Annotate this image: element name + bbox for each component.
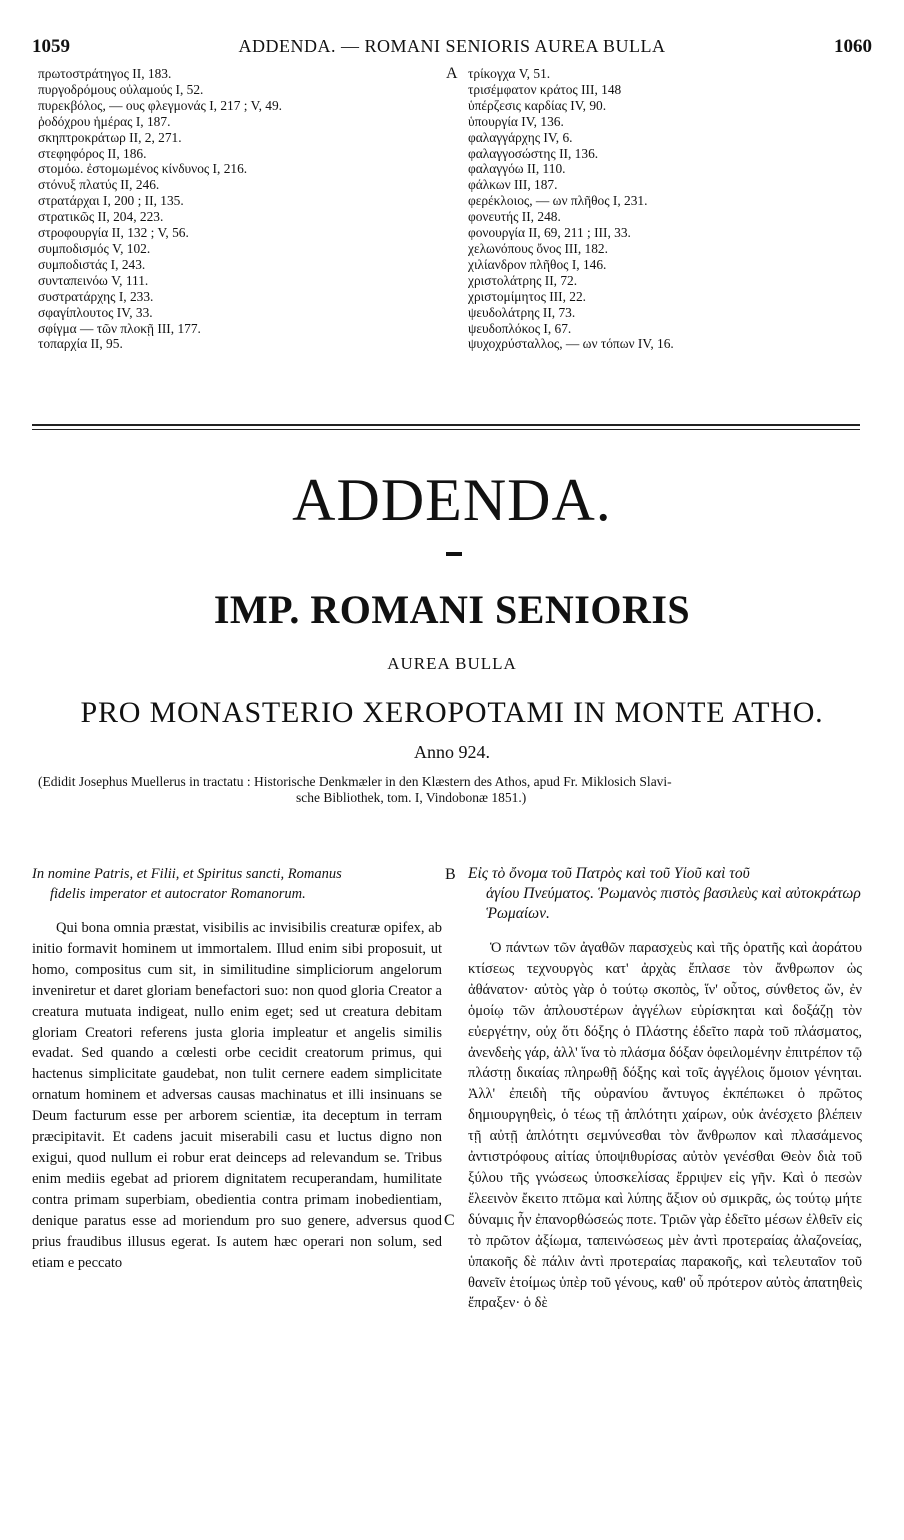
edition-note — [38, 774, 862, 806]
index-entry: ψυχοχρύσταλλος, — ων τόπων IV, 16. — [468, 336, 674, 352]
index-entry: στόνυξ πλατύς II, 246. — [38, 177, 160, 193]
index-entry: συστρατάρχης I, 233. — [38, 288, 154, 304]
index-entry: φονευτής II, 248. — [468, 209, 561, 225]
index-entry: ὑπουργία IV, 136. — [468, 113, 564, 129]
index-entry: χελωνόπους ὄνος III, 182. — [468, 240, 608, 256]
index-entry: σκηπτροκράτωρ II, 2, 271. — [38, 129, 182, 145]
index-entry: συνταπεινόω V, 111. — [38, 272, 149, 288]
index-entry: συμποδιστάς I, 243. — [38, 256, 146, 272]
latin-invocation-line-2: fidelis imperator et autocrator Romanorum. — [50, 886, 306, 902]
index-entry: ψευδολάτρης II, 73. — [468, 304, 576, 320]
index-entry: φάλκων III, 187. — [468, 177, 558, 193]
index-entry: σφαγίπλουτος IV, 33. — [38, 304, 153, 320]
page-number-right: 1060 — [834, 36, 872, 57]
latin-body-text: Qui bona omnia præstat, visibilis ac invisibilis creaturæ opifex, ab initio formavit hominem ut immortalem. Illud enim sibi proposuit, ut homo, compositus cum sit, in similitudine simpliciorum angelorum inveniretur et daret gloriam benefactori suo: non quod gloria Creator a creatura mutuata indigeat, nullo enim eget; sed ut creatura debitam gloriam Creatori referens justa gloria impleatur et angelis similis evadat. Sed quando a cœlesti orbe cecidit creatorum primus, qui hactenus simplicitate gaudebat, non tulit cernere eadem simplicitate ornatum hominem et adversas causas machinatus et illi insinuans se Deum facturum esse per arborem scientiæ, ita deceptum in terram præcipitavit. Et cadens jacuit miserabili casu et luctus digno non exigui, quod nullum ei robur erat deinceps ad relevandum se. Tribus enim mediis egebat ad priorem dignitatem recuperandam, humilitate contra primam superbiam, obedientia contra primam inobedientiam, denique paratus esse ad moriendum pro suo genere, adversus quod prius fraudibus illusus egerat. Is autem hæc operari non solum, sed etiam e peccato — [32, 920, 442, 1271]
index-entry: στεφηφόρος II, 186. — [38, 145, 147, 161]
index-entry: τρίκογχα V, 51. — [468, 66, 551, 81]
title-separator — [446, 552, 462, 556]
index-column-right — [446, 66, 876, 352]
index-entry: φονουργία II, 69, 211 ; III, 33. — [468, 225, 631, 241]
index-entry: στροφουργία II, 132 ; V, 56. — [38, 225, 189, 241]
index-entry: ῥοδόχρου ἡμέρας I, 187. — [38, 113, 171, 129]
index-entry: πυργοδρόμους οὐλαμούς I, 52. — [38, 81, 204, 97]
index-entry: φαλαγγόω II, 110. — [468, 161, 566, 177]
greek-invocation-line-2: ἁγίου Πνεύματος. Ῥωμανὸς πιστὸς βασιλεὺς καὶ αὐτοκράτωρ Ῥωμαίων. — [486, 885, 861, 922]
index-entry: τοπαρχία II, 95. — [38, 336, 123, 352]
edition-note-line-1: (Edidit Josephus Muellerus in tractatu : Historische Denkmæler in den Klæstern des Athos, apud Fr. Miklosich Slavi- — [38, 774, 672, 789]
margin-marker-b: B — [445, 866, 456, 883]
section-rule — [32, 424, 860, 426]
greek-invocation — [468, 864, 862, 924]
latin-column — [32, 864, 442, 1273]
margin-marker-a: A — [446, 65, 458, 82]
index-entry: φαλαγγάρχης IV, 6. — [468, 129, 573, 145]
edition-note-line-2: sche Bibliothek, tom. I, Vindobonæ 1851.) — [296, 790, 527, 805]
greek-column — [468, 864, 862, 1314]
index-entry: χριστομίμητος III, 22. — [468, 288, 587, 304]
section-rule-thin — [32, 429, 860, 430]
index-entry: φαλαγγοσώστης II, 136. — [468, 145, 599, 161]
index-entry: στρατάρχαι I, 200 ; II, 135. — [38, 193, 184, 209]
index-entry: συμποδισμός V, 102. — [38, 240, 151, 256]
document-subtitle: AUREA BULLA — [387, 654, 517, 673]
margin-marker-c: C — [444, 1212, 455, 1229]
index-entry: πρωτοστράτηγος II, 183. — [38, 66, 172, 81]
running-title: ADDENDA. — ROMANI SENIORIS AUREA BULLA — [238, 36, 666, 56]
page-number-left: 1059 — [32, 36, 70, 57]
index-entry: τρισέμφατον κράτος III, 148 — [468, 81, 622, 97]
index-entry: φερέκλοιος, — ων πλῆθος I, 231. — [468, 193, 648, 209]
latin-invocation-line-1: In nomine Patris, et Filii, et Spiritus sancti, Romanus — [32, 866, 342, 882]
greek-body-text: Ὁ πάντων τῶν ἀγαθῶν παρασχεὺς καὶ τῆς ὁρατῆς καὶ ἀοράτου κτίσεως τεχνουργὸς κατ' ἀρχὰς ἔπλασε τὸν ἄνθρωπον ὡς ἀθάνατον· αὐτὸς γὰρ ὁ τούτῳ σκοπὸς, ἵν' οὗτος, σύνθετος ὤν, ἐν ὁμοίῳ τῶν ἁπλουστέρων ἀγγέλων εὑρίσκηται καὶ δοξάζῃ τὸν εὐεργέτην, οὐχ ὅτι δόξης ὁ Πλάστης ἐδεῖτο παρὰ τοῦ πλάσματος, ἀνενδεὴς γάρ, ἀλλ' ἵνα τὸ πλάσμα δόξαν ὀφειλομένην ἐπιτρέπον τῷ πλάστῃ δικαίας πληρωθῇ δόξης καὶ τοῖς ἀγγέλοις ὅμοιον γένηται. Ἀλλ' ἐπειδὴ τῆς οὐρανίου ἄντυγος ἐκπέπωκει ὁ πρῶτος δημιουργηθεὶς, ὁ τέως τῇ ἁπλότητι χαίρων, οὐκ ἀνέσχετο βλέπειν τῇ αὐτῇ ἁπλότητι σεμνύνεσθαι τὸν ἄνθρωπον καὶ πλασάμενος ἀντιστρόφους αἰτίας ὑποψιθυρίσας αὐτὸν γενέσθαι Θεὸν διὰ τοῦ ξύλου τῆς γνώσεως ὑποσκελίσας ἔρριψεν εἰς γῆν. Καὶ ὁ πεσὼν ἔλεεινὸν ἔκειτο πτῶμα καὶ λύπης ἄξιον οὐ σμικρᾶς, ὡς τούτῳ μήτε δύναμις ἦν ἐπανορθώσεώς ποτε. Τριῶν γὰρ ἐδεῖτο μέσων ἐλθεῖν εἰς τὸ πρῶτον ἀξίωμα, ταπεινώσεως μὲν ἀντὶ προτεραίας ἀλαζονείας, ὑπακοῆς δὲ πάλιν ἀντὶ προτεραίας παρακοῆς, καὶ τελευταῖον τοῦ θανεῖν ἑτοίμως ὑπὲρ τοῦ γένους, καθ' οὗ πρότερον αὐτὸς ἀπατηθεὶς ἔπραξεν· ὁ δὲ — [468, 940, 862, 1312]
index-entry: χριστολάτρης II, 72. — [468, 272, 578, 288]
index-entry: ὑπέρζεσις καρδίας IV, 90. — [468, 97, 607, 113]
index-entry: στομόω. ἐστομωμένος κίνδυνος I, 216. — [38, 161, 248, 177]
latin-invocation — [32, 864, 442, 904]
running-head — [32, 36, 872, 58]
year-line: Anno 924. — [414, 742, 490, 762]
imperial-title: IMP. ROMANI SENIORIS — [213, 587, 691, 632]
greek-invocation-line-1: Εἰς τὸ ὄνομα τοῦ Πατρὸς καὶ τοῦ Υἱοῦ καὶ τοῦ — [468, 865, 750, 882]
addenda-heading: ADDENDA. — [292, 467, 612, 533]
index-column-left — [38, 66, 438, 352]
index-entry: στρατικῶς II, 204, 223. — [38, 209, 164, 225]
index-entry: χιλίανδρον πλῆθος I, 146. — [468, 256, 607, 272]
monastery-title: PRO MONASTERIO XEROPOTAMI IN MONTE ATHO. — [80, 696, 824, 729]
index-entry: ψευδοπλόκος I, 67. — [468, 320, 572, 336]
index-entry: σφίγμα — τῶν πλοκῇ III, 177. — [38, 320, 201, 336]
index-entry: πυρεκβόλος, — ους φλεγμονάς I, 217 ; V, 49. — [38, 97, 282, 113]
